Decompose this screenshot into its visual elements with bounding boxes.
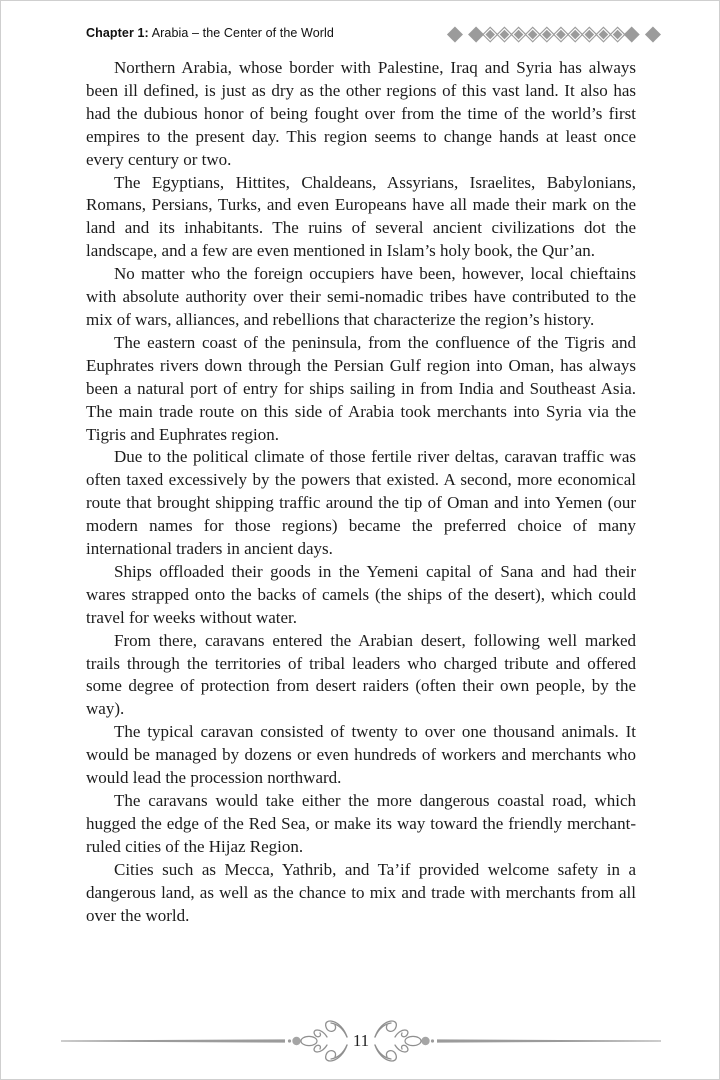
paragraph: The Egyptians, Hittites, Chaldeans, Assyrians, Israelites, Babylonians, Romans, Persians, Turks, and even Europeans have all made their mark on the land and its inhabitants. The ruins of several ancient civilizations dot the landscape, and a few are even mentioned in Islam’s holy book, the Qur’an. (86, 172, 636, 261)
paragraph: The typical caravan consisted of twenty to over one thousand animals. It would be managed by dozens or even hundreds of workers and merchants who would lead the procession northward. (86, 722, 636, 788)
diamond-icon: ◆ (446, 20, 464, 45)
body-text (86, 57, 636, 927)
footer-flourish-ornament-icon (61, 1014, 661, 1068)
page-number: 11 (352, 1031, 370, 1050)
paragraph: The eastern coast of the peninsula, from the confluence of the Tigris and Euphrates rivers down through the Persian Gulf region into Oman, has always been a natural port of entry for ships sailing in from India and Southeast Asia. The main trade route on this side of Arabia took merchants into Syria via the Tigris and Euphrates region. (86, 332, 636, 444)
chapter-title: Arabia – the Center of the World (151, 26, 334, 40)
page-footer (61, 1014, 661, 1068)
diamond-chain-icon: ◆◈◈◈◈◈◈◈◈◈◈◆ (468, 20, 638, 45)
chapter-label: Chapter 1: (86, 26, 149, 40)
paragraph: From there, caravans entered the Arabian desert, following well marked trails through the territories of tribal leaders who charged tribute and offered some degree of protection from desert raiders (often their own people, by the way). (86, 630, 636, 719)
paragraph: Cities such as Mecca, Yathrib, and Ta’if provided welcome safety in a dangerous land, as well as the chance to mix and trade with merchants from all over the world. (86, 859, 636, 925)
page-header (86, 21, 661, 45)
paragraph: Due to the political climate of those fertile river deltas, caravan traffic was often taxed excessively by the powers that existed. A second, more economical route that brought shipping traffic around the tip of Oman and into Yemen (our modern names for those regions) became the preferred choice of many international traders in ancient days. (86, 447, 636, 559)
header-diamond-ornament-icon (446, 20, 661, 45)
paragraph: The caravans would take either the more dangerous coastal road, which hugged the edge of the Red Sea, or make its way toward the friendly merchant-ruled cities of the Hijaz Region. (86, 791, 636, 856)
diamond-icon: ◆ (644, 20, 661, 45)
paragraph: Ships offloaded their goods in the Yemeni capital of Sana and had their wares strapped onto the backs of camels (the ships of the desert), which could travel for weeks without water. (86, 561, 636, 627)
paragraph: Northern Arabia, whose border with Palestine, Iraq and Syria has always been ill defined, is just as dry as the other regions of this vast land. It also has had the dubious honor of being fought over from the time of the world’s first empires to the present day. This region seems to change hands at least once every century or two. (86, 58, 636, 169)
paragraph: No matter who the foreign occupiers have been, however, local chieftains with absolute authority over their semi-nomadic tribes have contributed to the mix of wars, alliances, and rebellions that characterize the region’s history. (86, 264, 636, 329)
running-head (86, 26, 334, 40)
